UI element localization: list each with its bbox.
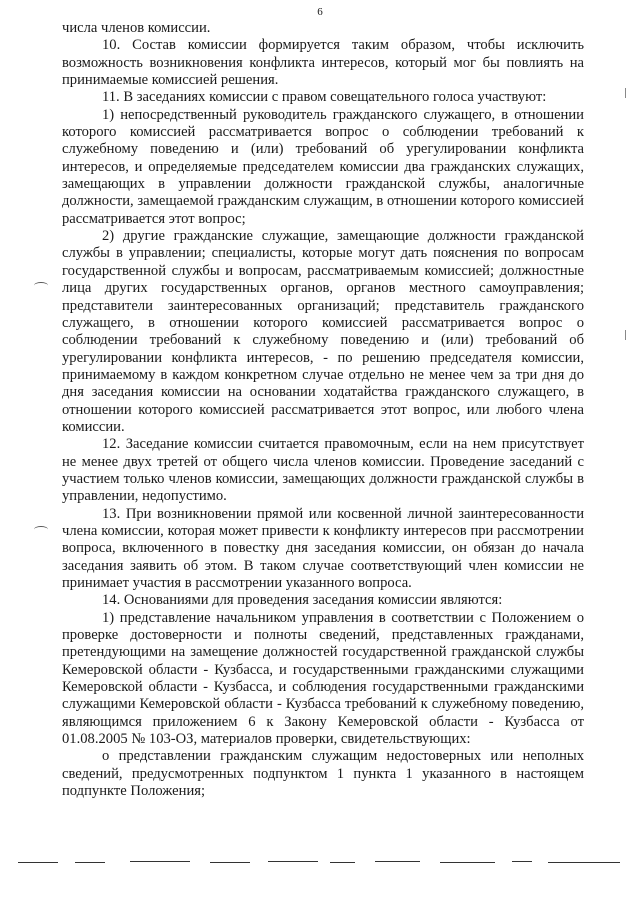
paragraph-14: 14. Основаниями для проведения заседания комиссии являются: bbox=[102, 592, 503, 609]
margin-tick bbox=[625, 330, 626, 340]
paragraph-continuation: числа членов комиссии. bbox=[62, 20, 211, 36]
paragraph-14-item-1: 1) представление начальником управления в соответствии с Положением о проверке достоверности и полноты сведений, представленных гражданами, претендующими на замещение должностей государственной гражданской службы Кемеровской области - Кузбасса, и государственными гражданскими служащими Кемеровской области - Кузбасса, и соблюдения государственными гражданскими служащими Кемеровской области - Кузбасса требований к служебному поведению, являющимся приложением 6 к Закону Кемеровской области - Кузбасса от 01.08.2005 № 103-ОЗ, материалов проверки, свидетельствующих: bbox=[62, 609, 584, 748]
scan-edge-line bbox=[512, 861, 532, 862]
paragraph-11: 11. В заседаниях комиссии с правом совещательного голоса участвуют: bbox=[102, 89, 547, 106]
margin-mark bbox=[34, 526, 48, 533]
scan-edge-line bbox=[548, 862, 620, 863]
document-body bbox=[62, 20, 584, 800]
scan-edge-line bbox=[210, 862, 250, 863]
margin-mark bbox=[34, 282, 48, 289]
scan-edge-line bbox=[440, 862, 495, 863]
paragraph-13: 13. При возникновении прямой или косвенной личной заинтересованности члена комиссии, которая может привести к конфликту интересов при рассмотрении вопроса, включенного в повестку дня заседания комиссии, он обязан до начала заседания заявить об этом. В таком случае соответствующий член комиссии не принимает участия в рассмотрении указанного вопроса. bbox=[62, 505, 584, 591]
paragraph-14-item-1-sub: о представлении гражданским служащим недостоверных или неполных сведений, предусмотренных подпунктом 1 пункта 1 указанного в настоящем подпункте Положения; bbox=[62, 748, 584, 800]
scan-edge-line bbox=[330, 862, 355, 863]
margin-tick bbox=[625, 88, 626, 98]
paragraph-11-item-2: 2) другие гражданские служащие, замещающие должности гражданской службы в управлении; специалисты, которые могут дать пояснения по вопросам государственной службы и вопросам, рассматриваемым комиссией; должностные лица других государственных органов, органов местного самоуправления; представители заинтересованных организаций; представитель гражданского служащего, в отношении которого комиссией рассматривается вопрос о соблюдении требований к служебному поведению и (или) требований об урегулировании конфликта интересов, - по решению председателя комиссии, принимаемому в каждом конкретном случае отдельно не менее чем за три дня до дня заседания комиссии на основании ходатайства гражданского служащего, в отношении которого комиссией рассматривается этот вопрос, или любого члена комиссии. bbox=[62, 228, 584, 435]
paragraph-10: 10. Состав комиссии формируется таким образом, чтобы исключить возможность возникновения конфликта интересов, который мог бы повлиять на принимаемые комиссией решения. bbox=[62, 37, 584, 89]
scan-edge-line bbox=[75, 862, 105, 863]
scan-edge-line bbox=[130, 861, 190, 862]
paragraph-11-item-1: 1) непосредственный руководитель гражданского служащего, в отношении которого комиссией рассматривается вопрос о соблюдении требований к служебному поведению и (или) требований об урегулировании конфликта интересов, и определяемые председателем комиссии два гражданских служащих, замещающих в управлении должности гражданской службы, аналогичные должности, замещаемой гражданским служащим, в отношении которого комиссией рассматривается этот вопрос; bbox=[62, 106, 584, 227]
page-number: 6 bbox=[317, 6, 323, 18]
scan-edge-line bbox=[268, 861, 318, 862]
scan-edge-line bbox=[18, 862, 58, 863]
scan-edge-line bbox=[375, 861, 420, 862]
paragraph-12: 12. Заседание комиссии считается правомочным, если на нем присутствует не менее двух третей от общего числа членов комиссии. Проведение заседаний с участием только членов комиссии, замещающих должности гражданской службы в управлении, недопустимо. bbox=[62, 436, 584, 505]
